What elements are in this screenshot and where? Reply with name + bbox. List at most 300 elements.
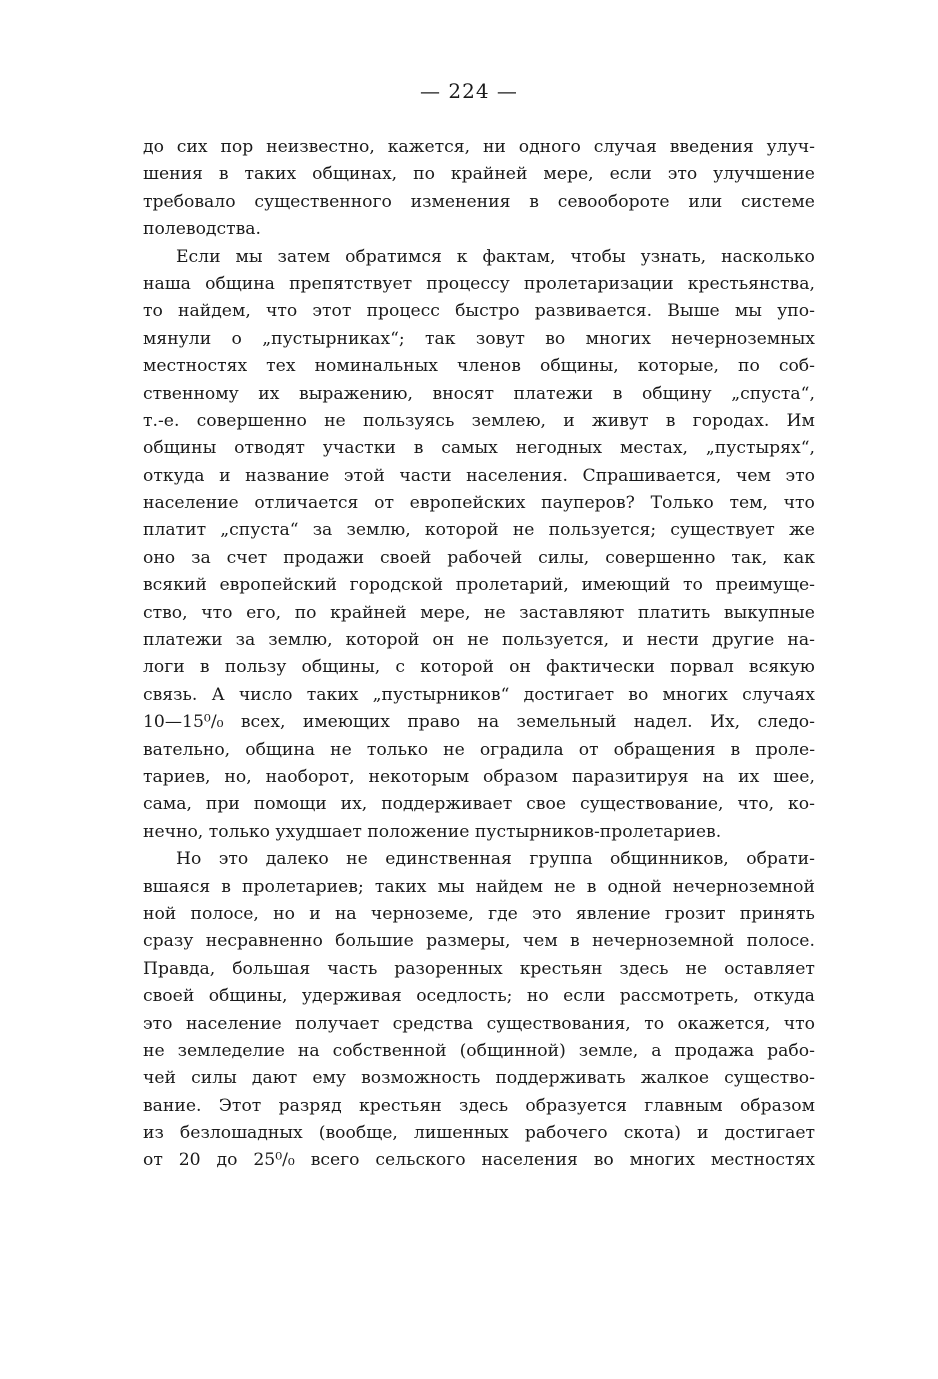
word: 25⁰/₀	[253, 1150, 295, 1171]
word: мянули	[143, 328, 212, 349]
word: нечерноземной	[672, 876, 815, 897]
word: по	[294, 602, 317, 623]
text-line	[143, 1065, 815, 1092]
word: большая	[232, 958, 311, 979]
word: „спуста“	[220, 520, 299, 541]
word: своей	[380, 547, 432, 568]
word: следо-	[757, 712, 815, 733]
word: „пустырниках“;	[262, 328, 405, 349]
word: силы	[191, 1068, 237, 1089]
word: пустырников-пролетариев.	[474, 821, 722, 842]
word: на	[477, 712, 500, 733]
word: возможность	[361, 1068, 481, 1089]
word: изменения	[410, 191, 511, 212]
word: существенного	[254, 191, 392, 212]
word: не	[685, 958, 708, 979]
word: имеющих	[302, 712, 390, 733]
word: из	[143, 1123, 164, 1144]
word: улучшение	[713, 164, 815, 185]
word: рассмотреть,	[619, 986, 739, 1007]
word: право	[407, 712, 461, 733]
word: Но	[176, 849, 202, 870]
word: рабо-	[767, 1040, 815, 1061]
word: общины	[143, 438, 217, 459]
word: этот	[312, 301, 352, 322]
word: положение	[367, 821, 475, 842]
word: не	[554, 876, 576, 897]
word: только	[208, 821, 276, 842]
word: продажи	[283, 547, 365, 568]
text-line	[143, 928, 815, 955]
word: вание.	[143, 1095, 202, 1116]
word: Этот	[218, 1095, 262, 1116]
word: от	[143, 1150, 163, 1171]
word: совершенно	[196, 410, 307, 431]
word: в	[665, 410, 676, 431]
word: многих	[585, 328, 651, 349]
word: крайней	[330, 602, 407, 623]
word: поддерживает	[381, 794, 513, 815]
word: живут	[591, 410, 649, 431]
word: землю,	[268, 630, 333, 651]
word: до	[216, 1150, 238, 1171]
text-line	[143, 298, 815, 325]
word: грозит	[664, 903, 726, 924]
text-line	[143, 326, 815, 353]
word: пользуется;	[548, 520, 657, 541]
word: что	[783, 1013, 815, 1034]
word: населения	[481, 1150, 578, 1171]
text-line	[143, 271, 815, 298]
word: мы	[437, 876, 465, 897]
word: т.-е.	[143, 410, 180, 431]
word: шее,	[773, 766, 815, 787]
word: чем	[735, 465, 771, 486]
word: вшаяся	[143, 876, 211, 897]
word: в	[221, 876, 231, 897]
word: членов	[457, 356, 521, 377]
word: существования,	[486, 1013, 631, 1034]
word: Правда,	[143, 958, 216, 979]
word: пользуясь	[362, 410, 455, 431]
word: пользу	[224, 657, 287, 678]
word: негодных	[515, 438, 603, 459]
word: пролетарий,	[455, 575, 569, 596]
word: „пустырях“,	[705, 438, 815, 459]
word: другие	[711, 630, 775, 651]
word: жалкое	[640, 1068, 709, 1089]
word: счет	[226, 547, 268, 568]
word: платит	[143, 520, 207, 541]
word: в	[730, 739, 741, 760]
word: существование,	[579, 794, 724, 815]
word: получает	[295, 1013, 380, 1034]
text-line	[143, 901, 815, 928]
word: землю,	[346, 520, 411, 541]
word: лишенных	[413, 1123, 509, 1144]
word: то	[143, 301, 163, 322]
word: образуется	[525, 1095, 627, 1116]
word: же	[788, 520, 815, 541]
word: многих	[629, 1150, 695, 1171]
word: крайней	[450, 164, 528, 185]
text-line	[143, 627, 815, 654]
text-line	[143, 381, 815, 408]
word: заставляют	[519, 602, 625, 623]
word: крестьян	[519, 958, 603, 979]
word: часть	[327, 958, 378, 979]
word: земледелие	[177, 1040, 285, 1061]
word: только	[366, 739, 429, 760]
word: общину	[641, 383, 712, 404]
word: о	[231, 328, 242, 349]
word: вносят	[432, 383, 494, 404]
word: таких	[306, 684, 359, 705]
word: чем	[522, 931, 558, 952]
word: земле,	[578, 1040, 639, 1061]
word: наша	[143, 273, 191, 294]
word: ко-	[788, 794, 815, 815]
word: скота)	[623, 1123, 681, 1144]
text-line	[143, 517, 815, 544]
word: соб-	[778, 356, 815, 377]
word: то	[644, 1013, 665, 1034]
word: здесь	[619, 958, 669, 979]
word: это	[532, 903, 562, 924]
word: севообороте	[557, 191, 670, 212]
word: удерживая	[301, 986, 402, 1007]
word: это	[667, 164, 698, 185]
word: в	[199, 657, 210, 678]
word: общины,	[539, 356, 619, 377]
word: шения	[143, 164, 203, 185]
text-line	[143, 791, 815, 818]
word: средства	[392, 1013, 474, 1034]
word: мы	[734, 301, 762, 322]
word: рабочего	[524, 1123, 608, 1144]
word: своей	[143, 986, 195, 1007]
text-line	[143, 1147, 815, 1174]
word: многих	[662, 684, 728, 705]
word: не	[324, 410, 346, 431]
word: совершенно	[605, 547, 716, 568]
word: мере,	[543, 164, 594, 185]
text-line	[143, 216, 815, 243]
word: выражению,	[299, 383, 413, 404]
word: обратимся	[345, 246, 442, 267]
word: черноземе,	[370, 903, 474, 924]
word: далеко	[265, 849, 329, 870]
word: общинах,	[312, 164, 398, 185]
body-text	[143, 134, 815, 1175]
word: за	[235, 630, 256, 651]
word: имеющий	[581, 575, 671, 596]
word: разряд	[278, 1095, 342, 1116]
word: это	[785, 465, 815, 486]
word: вательно,	[143, 739, 231, 760]
word: мы	[235, 246, 263, 267]
text-line	[143, 134, 815, 161]
word: пролетариев;	[242, 876, 364, 897]
word: ему	[312, 1068, 346, 1089]
text-line	[143, 654, 815, 681]
word: так	[425, 328, 456, 349]
word: по	[738, 356, 760, 377]
word: процесс	[366, 301, 440, 322]
word: „пустырников“	[372, 684, 510, 705]
text-line	[143, 463, 815, 490]
word: тем,	[729, 493, 768, 514]
word: размеры,	[426, 931, 511, 952]
word: пролетаризации	[523, 273, 674, 294]
word: их	[258, 383, 280, 404]
text-line	[143, 956, 815, 983]
word: население	[143, 493, 239, 514]
page-number: — 224 —	[420, 79, 518, 103]
text-line	[143, 983, 815, 1010]
word: номинальных	[314, 356, 438, 377]
word: в	[570, 931, 580, 952]
word: ство,	[143, 602, 188, 623]
word: случая	[593, 137, 657, 157]
word: зовут	[475, 328, 525, 349]
word: несравненно	[205, 931, 323, 952]
word: это	[218, 849, 249, 870]
word: по	[413, 164, 435, 185]
word: что,	[737, 794, 775, 815]
word: собственной	[332, 1040, 447, 1061]
word: поддерживать	[495, 1068, 626, 1089]
word: безлошадных	[179, 1123, 303, 1144]
word: он	[509, 657, 531, 678]
word: не	[443, 739, 465, 760]
word: число	[238, 684, 293, 705]
word: явление	[575, 903, 651, 924]
word: введения	[669, 137, 754, 157]
text-line	[143, 737, 815, 764]
word: это	[143, 1013, 173, 1034]
word: на	[297, 1040, 320, 1061]
word: выкупные	[723, 602, 815, 623]
word: чтобы	[570, 246, 626, 267]
word: обращения	[613, 739, 716, 760]
word: то	[682, 575, 703, 596]
word: существо-	[724, 1068, 815, 1089]
word: европейский	[219, 575, 338, 596]
word: отводят	[234, 438, 305, 459]
word: которые,	[637, 356, 719, 377]
word: „спуста“,	[731, 383, 815, 404]
word: участки	[322, 438, 396, 459]
word: нести	[646, 630, 699, 651]
text-line	[143, 161, 815, 188]
word: нечерноземных	[671, 328, 815, 349]
word: всякий	[143, 575, 207, 596]
word: всего	[310, 1150, 360, 1171]
word: существует	[670, 520, 775, 541]
word: найдем,	[178, 301, 251, 322]
word: наоборот,	[265, 766, 355, 787]
word: узнать,	[640, 246, 707, 267]
word: в	[413, 438, 424, 459]
text-line	[143, 189, 815, 216]
word: не	[484, 602, 506, 623]
word: как	[783, 547, 815, 568]
word: сельского	[375, 1150, 466, 1171]
word: группа	[529, 849, 593, 870]
word: община	[245, 739, 316, 760]
word: полеводства.	[143, 219, 262, 240]
word: кажется,	[387, 137, 471, 157]
text-line	[143, 490, 815, 517]
word: улуч-	[766, 137, 815, 157]
word: общины,	[208, 986, 288, 1007]
word: паразитируя	[571, 766, 689, 787]
word: крестьянства,	[687, 273, 815, 294]
word: случаях	[742, 684, 815, 705]
word: достигает	[523, 684, 615, 705]
text-line	[143, 819, 815, 846]
word: единственная	[385, 849, 512, 870]
word: если	[609, 164, 652, 185]
word: но	[526, 986, 549, 1007]
word: быстро	[455, 301, 520, 322]
word: преимуще-	[715, 575, 815, 596]
word: оставляет	[724, 958, 815, 979]
word: не	[330, 739, 352, 760]
word: что	[201, 602, 233, 623]
word: которой	[420, 657, 494, 678]
text-line	[143, 572, 815, 599]
word: но	[273, 903, 295, 924]
word: не	[346, 849, 368, 870]
word: крестьян	[358, 1095, 442, 1116]
word: продажа	[674, 1040, 755, 1061]
word: одной	[607, 876, 662, 897]
word: в	[218, 164, 229, 185]
word: всякую	[748, 657, 815, 678]
word: здесь	[458, 1095, 509, 1116]
word: фактически	[546, 657, 655, 678]
word: где	[488, 903, 518, 924]
word: община	[205, 273, 275, 294]
word: которой	[424, 520, 499, 541]
word: местностях	[143, 356, 248, 377]
word: найдем	[475, 876, 543, 897]
text-line	[143, 1120, 815, 1147]
word: пользуется,	[501, 630, 610, 651]
word: что	[783, 493, 815, 514]
word: общинников,	[610, 849, 729, 870]
word: пор	[220, 137, 254, 157]
word: оградила	[479, 739, 564, 760]
text-line	[143, 874, 815, 901]
word: (вообще,	[318, 1123, 398, 1144]
word: помощи	[253, 794, 327, 815]
text-line	[143, 600, 815, 627]
word: при	[205, 794, 240, 815]
word: Их,	[709, 712, 741, 733]
word: А	[211, 684, 225, 705]
word: общины,	[301, 657, 381, 678]
word: связь.	[143, 684, 198, 705]
word: главным	[644, 1095, 723, 1116]
text-line	[143, 353, 815, 380]
word: он	[432, 630, 455, 651]
word: ни	[482, 137, 506, 157]
text-line	[143, 1093, 815, 1120]
word: если	[563, 986, 606, 1007]
word: оно	[143, 547, 176, 568]
word: за	[191, 547, 211, 568]
text-line	[143, 1011, 815, 1038]
word: или	[688, 191, 723, 212]
word: с	[395, 657, 406, 678]
text-line	[143, 682, 815, 709]
word: откуда	[753, 986, 815, 1007]
word: самых	[441, 438, 498, 459]
word: землею,	[471, 410, 547, 431]
word: неизвестно,	[266, 137, 375, 157]
word: проле-	[755, 739, 815, 760]
word: оседлость;	[416, 986, 513, 1007]
word: откуда	[143, 465, 205, 486]
word: на	[334, 903, 357, 924]
word: от	[374, 493, 394, 514]
word: во	[593, 1150, 614, 1171]
word: на-	[787, 630, 815, 651]
word: городах.	[692, 410, 770, 431]
word: достигает	[724, 1123, 815, 1144]
word: нечно,	[143, 821, 209, 842]
text-line	[143, 846, 815, 873]
word: платежи	[143, 630, 223, 651]
word: ухудшает	[275, 821, 368, 842]
word: местностях	[710, 1150, 815, 1171]
word: пауперов?	[541, 493, 635, 514]
word: и	[219, 465, 231, 486]
word: его,	[246, 602, 282, 623]
word: одного	[518, 137, 581, 157]
word: в	[529, 191, 539, 212]
word: тех	[266, 356, 296, 377]
text-line	[143, 244, 815, 271]
word: тариев,	[143, 766, 211, 787]
word: фактам,	[482, 246, 556, 267]
word: образом	[739, 1095, 815, 1116]
word: населения.	[466, 465, 568, 486]
word: надел.	[633, 712, 693, 733]
text-line	[143, 545, 815, 572]
word: дают	[251, 1068, 298, 1089]
word: население	[185, 1013, 282, 1034]
word: во	[628, 684, 649, 705]
word: свое	[526, 794, 566, 815]
word: которой	[345, 630, 420, 651]
word: во	[545, 328, 566, 349]
word: системе	[741, 191, 815, 212]
word: от	[578, 739, 599, 760]
word: за	[312, 520, 333, 541]
word: Только	[650, 493, 714, 514]
word: 10—15⁰/₀	[143, 712, 224, 733]
word: Если	[176, 246, 221, 267]
word: ственному	[143, 383, 239, 404]
text-line	[143, 1038, 815, 1065]
word: отличается	[254, 493, 359, 514]
word: затем	[277, 246, 331, 267]
word: упо-	[777, 301, 815, 322]
